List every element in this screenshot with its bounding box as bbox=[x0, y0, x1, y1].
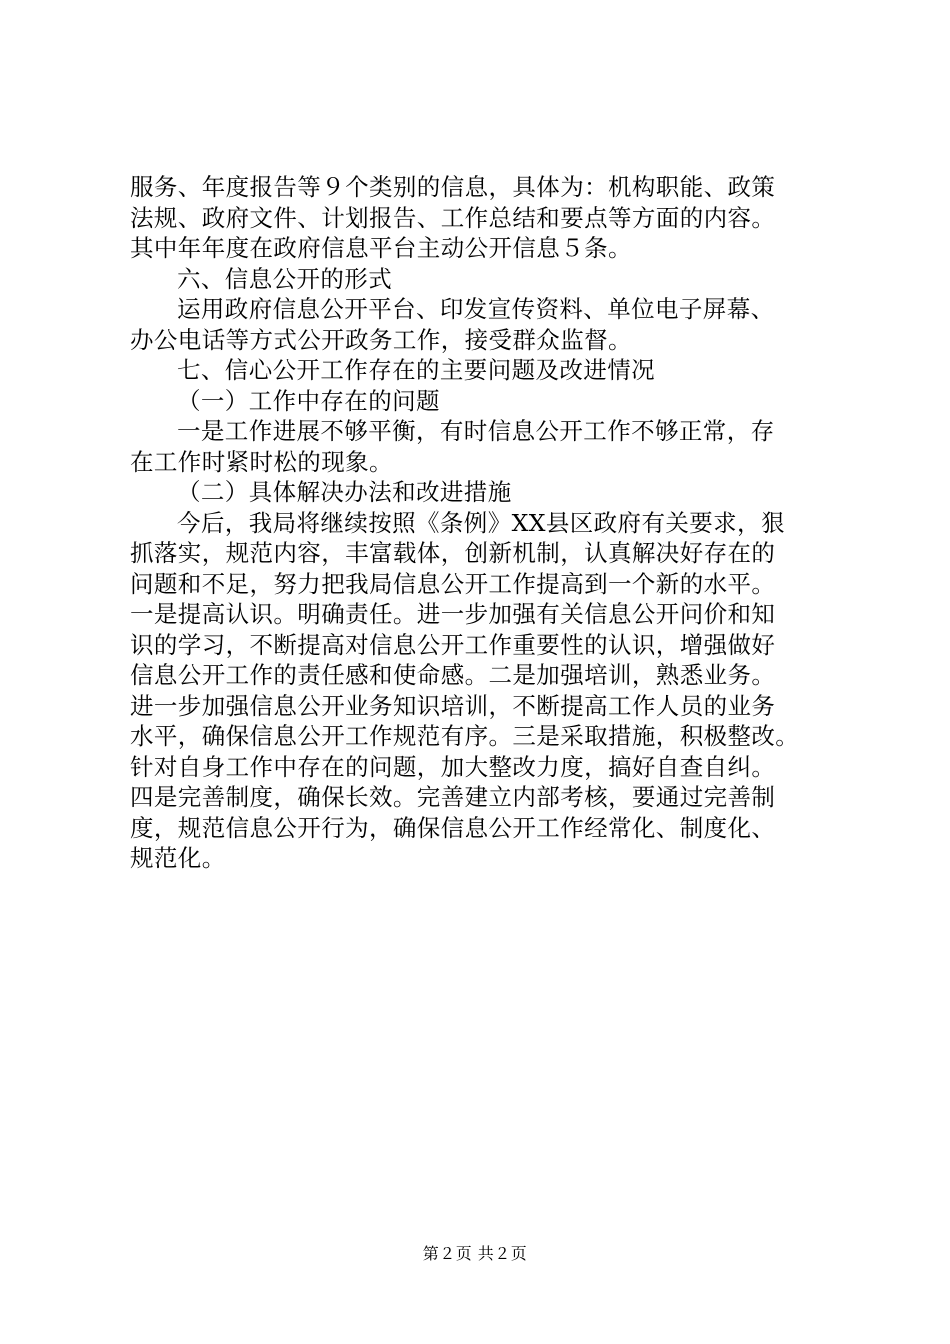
text-line: 信息公开工作的责任感和使命感。二是加强培训，熟悉业务。 bbox=[130, 661, 776, 689]
text-line: 规范化。 bbox=[130, 844, 226, 872]
text-line: 进一步加强信息公开业务知识培训，不断提高工作人员的业务 bbox=[130, 691, 776, 720]
text-line: 问题和不足，努力把我局信息公开工作提高到一个新的水平。 bbox=[130, 569, 776, 598]
text-line: 运用政府信息公开平台、印发宣传资料、单位电子屏幕、 bbox=[177, 295, 775, 323]
text-line: 法规、政府文件、计划报告、工作总结和要点等方面的内容。 bbox=[130, 203, 776, 232]
text-line: 识的学习，不断提高对信息公开工作重要性的认识，增强做好 bbox=[130, 630, 776, 659]
text-line: 服务、年度报告等９个类别的信息，具体为：机构职能、政策 bbox=[130, 173, 776, 201]
text-line: 抓落实，规范内容，丰富载体，创新机制，认真解决好存在的 bbox=[130, 539, 776, 567]
document-body bbox=[130, 172, 830, 874]
text-line: 针对自身工作中存在的问题，加大整改力度，搞好自查自纠。 bbox=[130, 752, 776, 781]
text-line: 办公电话等方式公开政务工作，接受群众监督。 bbox=[130, 325, 632, 354]
section-heading: 六、信息公开的形式 bbox=[177, 264, 393, 293]
subsection-heading: （一）工作中存在的问题 bbox=[177, 386, 440, 415]
text-line: 度，规范信息公开行为，确保信息公开工作经常化、制度化、 bbox=[130, 813, 776, 842]
text-line: 在工作时紧时松的现象。 bbox=[130, 447, 393, 476]
subsection-heading: （二）具体解决办法和改进措施 bbox=[177, 478, 512, 506]
text-line: 一是提高认识。明确责任。进一步加强有关信息公开问价和知 bbox=[130, 600, 776, 628]
section-heading: 七、信心公开工作存在的主要问题及改进情况 bbox=[177, 356, 655, 384]
page-number-footer: 第２页 共２页 bbox=[422, 1244, 528, 1263]
text-line: 其中年年度在政府信息平台主动公开信息５条。 bbox=[130, 234, 632, 262]
text-line: 今后，我局将继续按照《条例》XX县区政府有关要求，狠 bbox=[177, 508, 785, 537]
text-line: 一是工作进展不够平衡，有时信息公开工作不够正常，存 bbox=[177, 417, 775, 445]
text-line: 四是完善制度，确保长效。完善建立内部考核，要通过完善制 bbox=[130, 783, 776, 811]
text-line: 水平，确保信息公开工作规范有序。三是采取措施，积极整改。 bbox=[130, 722, 800, 750]
